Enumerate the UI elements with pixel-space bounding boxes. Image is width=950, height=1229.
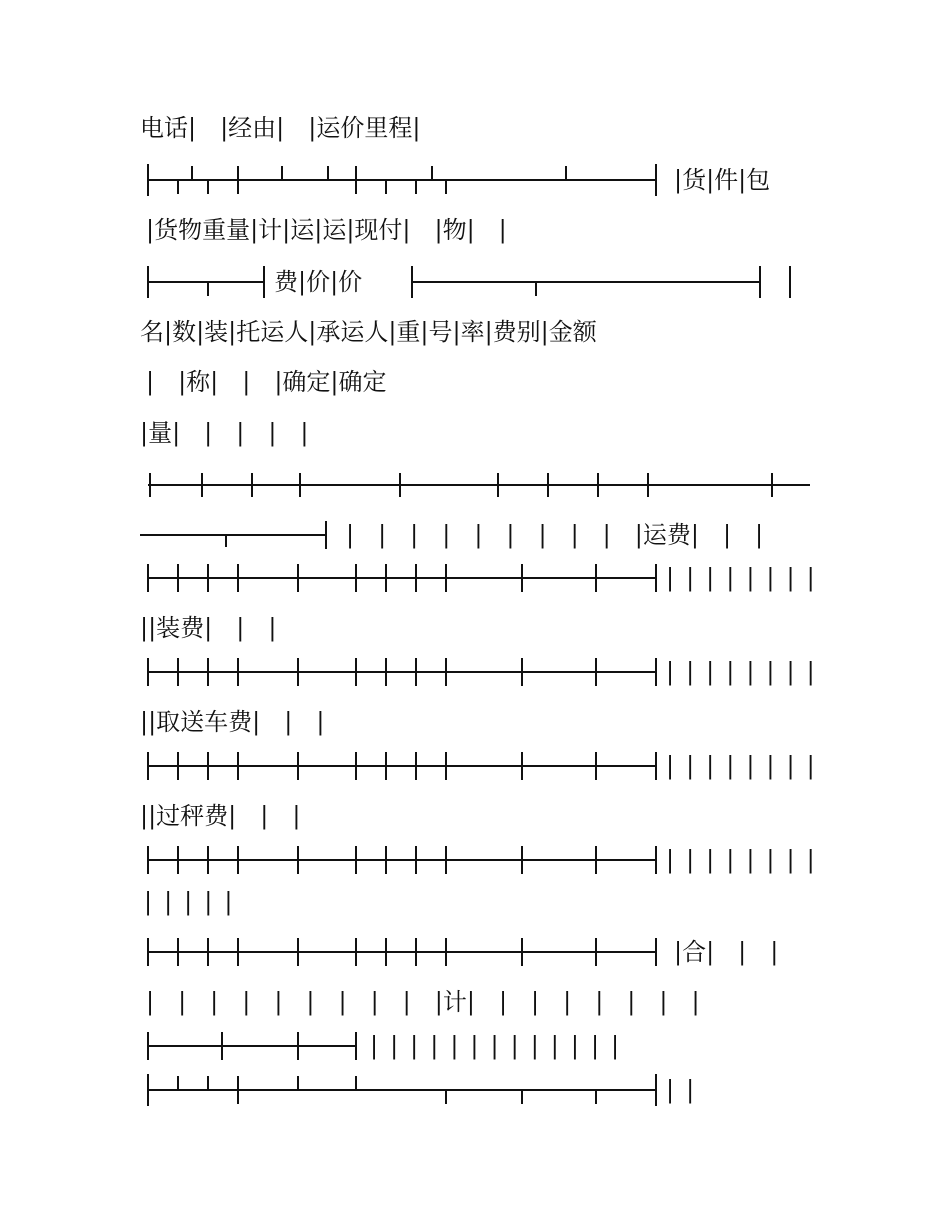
table-rule-row-9 <box>140 515 340 555</box>
text-line-column-headers: 名|数|装|托运人|承运人|重|号|率|费别|金额 <box>140 318 597 346</box>
text-line-loading-fee: ||装费| | | <box>140 614 277 642</box>
text-line-fee-price: 费|价|价 <box>274 268 363 296</box>
text-line-bars-7: || <box>666 1076 707 1104</box>
text-line-bars-5: ||||| <box>144 888 245 916</box>
table-rule-row-14 <box>140 746 670 786</box>
table-rule-row-18 <box>140 932 670 972</box>
table-rule-row-4-left <box>140 262 270 302</box>
text-line-total-ji: | | | | | | | | | |计| | | | | | | | <box>146 988 700 1016</box>
table-rule-row-21 <box>140 1070 670 1110</box>
text-line-goods-weight: |货物重量|计|运|运|现付| |物| | <box>146 216 507 244</box>
table-rule-row-16 <box>140 840 670 880</box>
text-line-bars-3: |||||||| <box>666 752 827 780</box>
text-line-bars-4: |||||||| <box>666 846 827 874</box>
text-line-pickup-fee: ||取送车费| | | <box>140 708 325 736</box>
table-rule-row-8 <box>140 465 812 505</box>
table-rule-row-12 <box>140 652 670 692</box>
table-rule-row-20 <box>140 1026 370 1066</box>
text-line-phone-route: 电话| |经由| |运价里程| <box>140 114 421 142</box>
text-line-total-he: |合| | | <box>674 938 779 966</box>
table-rule-row-10 <box>140 558 670 598</box>
table-rule-row-4-right <box>404 262 804 302</box>
text-line-goods-pieces: |货|件|包 <box>674 166 771 194</box>
text-line-weighing-fee: ||过秤费| | | <box>140 802 301 830</box>
text-line-quantity: |量| | | | | <box>140 419 309 447</box>
text-line-bars-6: ||||||||||||| <box>370 1032 632 1060</box>
text-line-freight: | | | | | | | | | |运费| | | <box>346 521 764 549</box>
text-line-bars-1: |||||||| <box>666 564 827 592</box>
text-line-name-confirm: | |称| | |确定|确定 <box>146 368 387 396</box>
table-rule-row-2 <box>140 160 670 200</box>
text-line-bars-2: |||||||| <box>666 658 827 686</box>
